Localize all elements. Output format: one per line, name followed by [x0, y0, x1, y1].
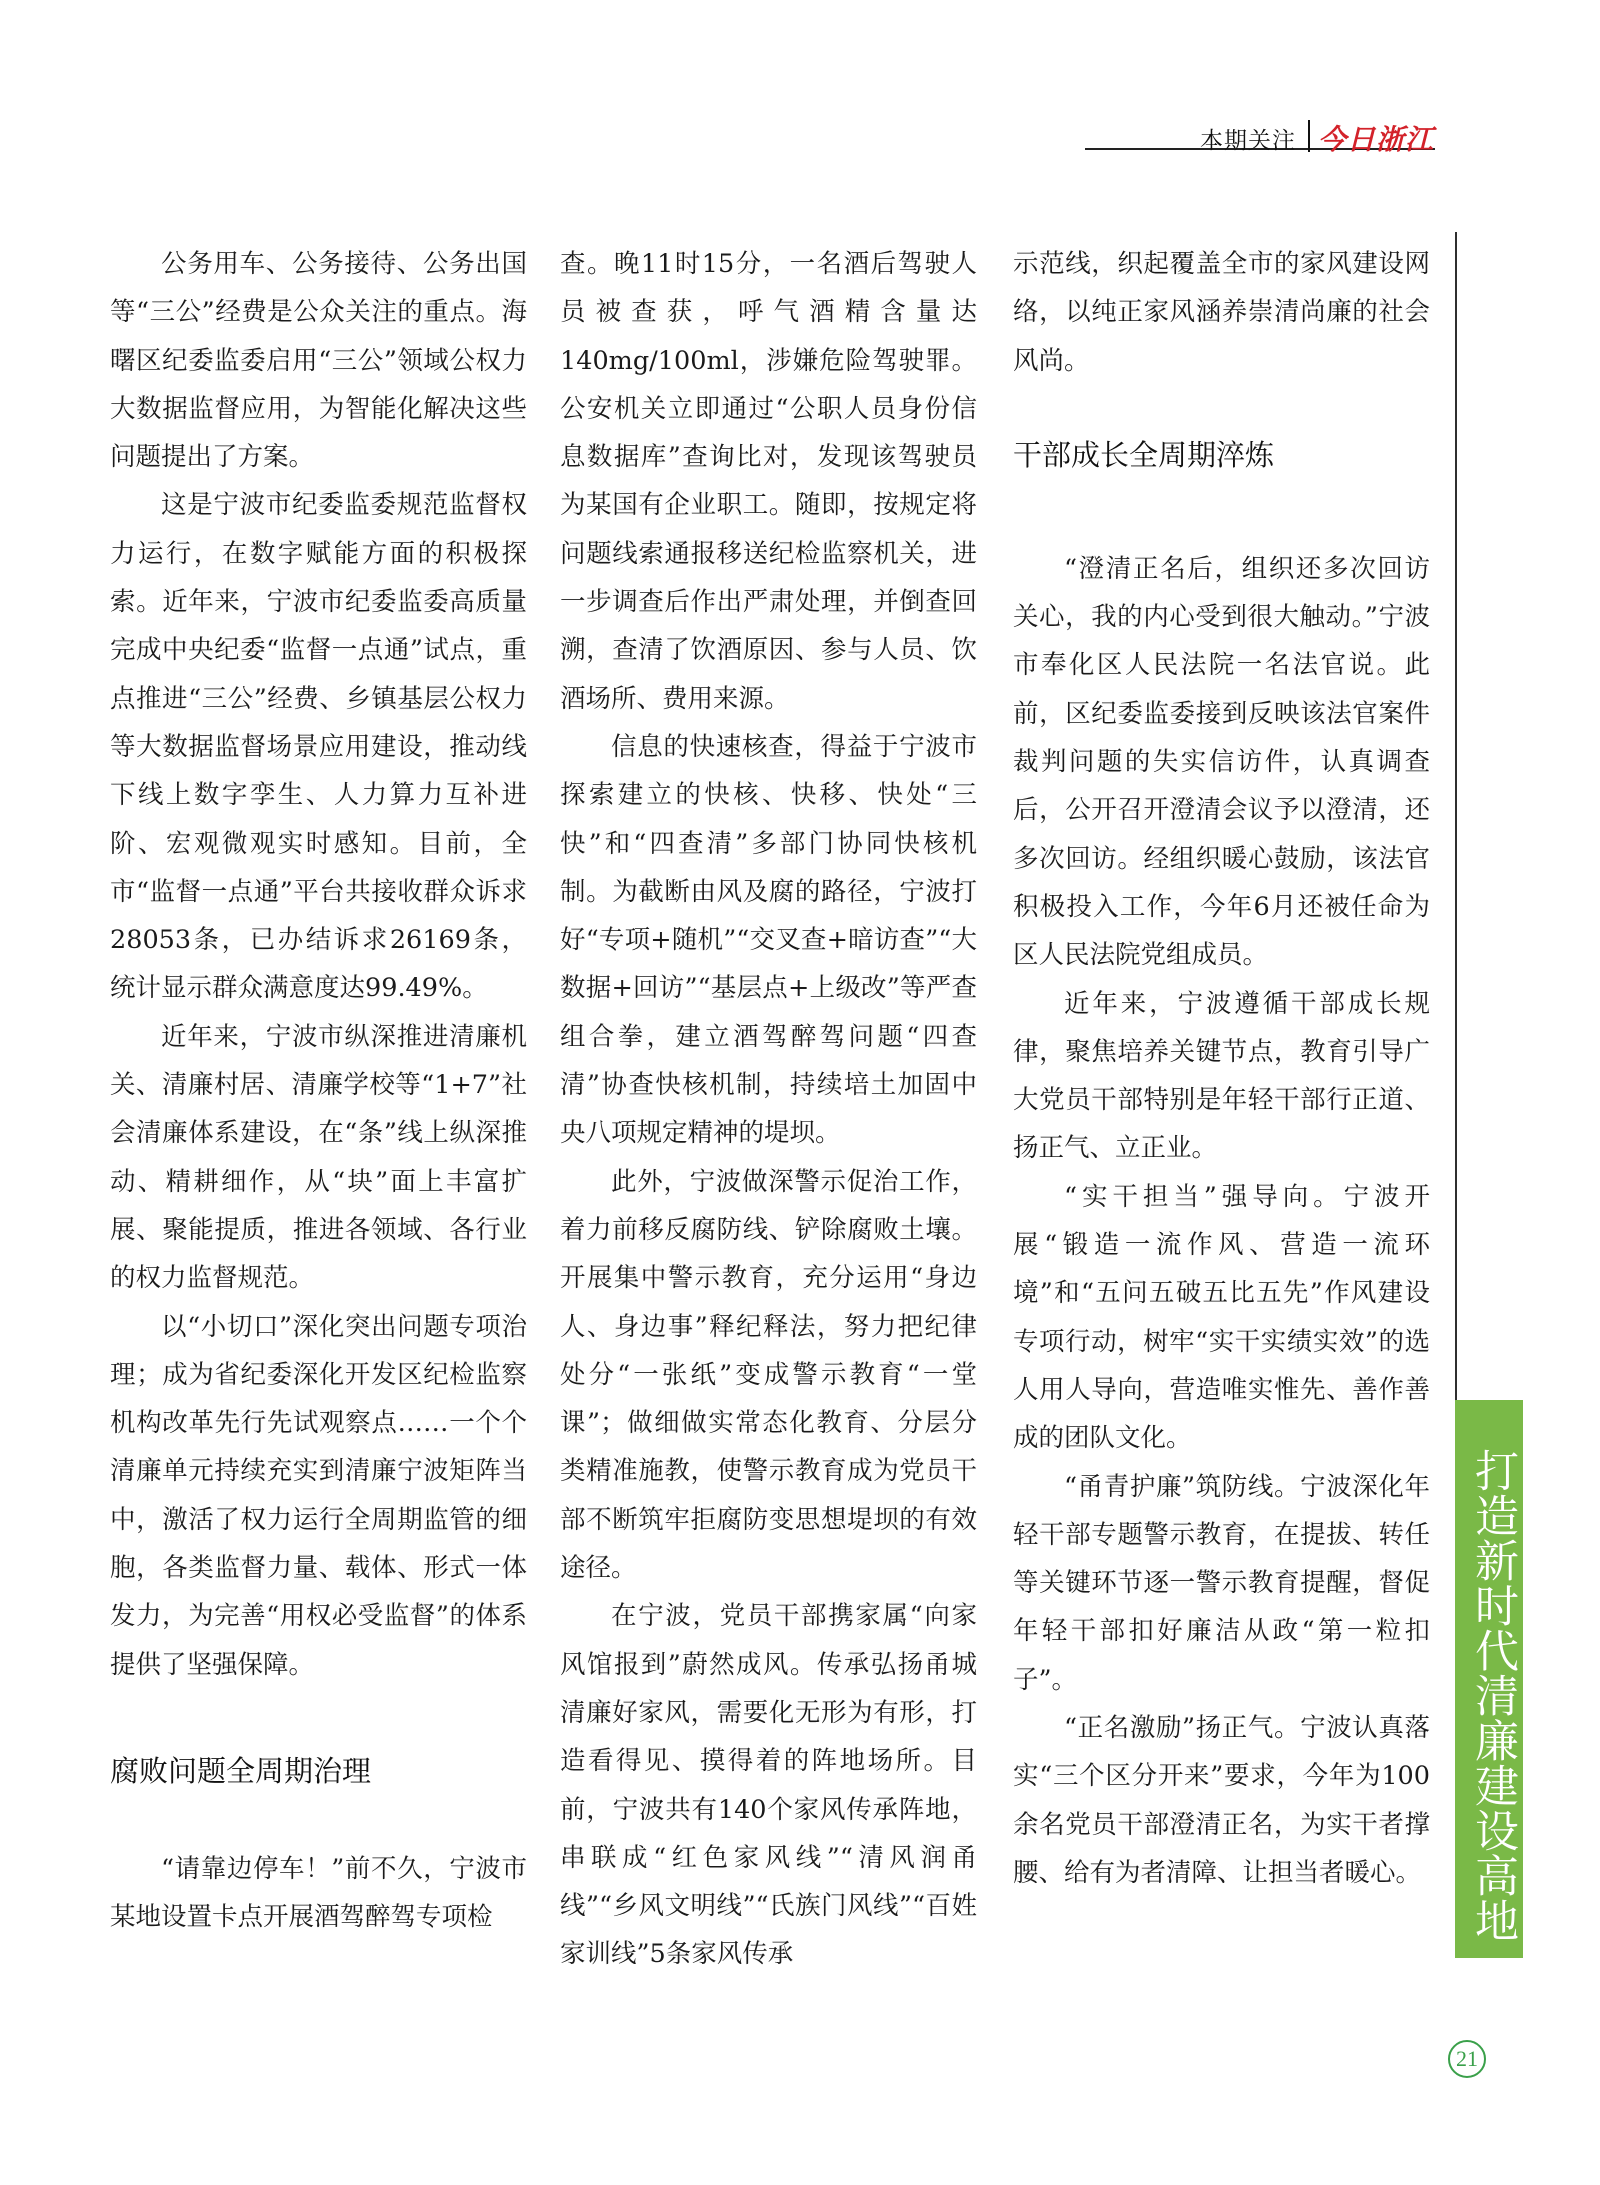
paragraph-continued: 示范线，织起覆盖全市的家风建设网络，以纯正家风涵养崇清尚廉的社会风尚。	[1013, 249, 1430, 376]
paragraph: 信息的快速核查，得益于宁波市探索建立的快核、快移、快处“三快”和“四查清”多部门协同快核机制。为截断由风及腐的路径，宁波打好“专项+随机”“交叉查+暗访查”“大数据+回访”“基层点+上级改”等严查组合拳，建立酒驾醉驾问题“四查清”协查快核机制，持续培土加固中央八项规定精神的堤坝。	[560, 731, 977, 1149]
paragraph: 此外，宁波做深警示促治工作，着力前移反腐防线、铲除腐败土壤。开展集中警示教育，充分运用“身边人、身边事”释纪释法，努力把纪律处分“一张纸”变成警示教育“一堂课”；做细做实常态化教育、分层分类精准施教，使警示教育成为党员干部不断筑牢拒腐防变思想堤坝的有效途径。	[560, 1166, 977, 1584]
paragraph: “请靠边停车！”前不久，宁波市某地设置卡点开展酒驾醉驾专项检	[110, 1853, 527, 1933]
paragraph: 在宁波，党员干部携家属“向家风馆报到”蔚然成风。传承弘扬甬城清廉好家风，需要化无形为有形，打造看得见、摸得着的阵地场所。目前，宁波共有140个家风传承阵地，串联成“红色家风线”“清风润甬线”“乡风文明线”“氏族门风线”“百姓家训线”5条家风传承	[560, 1601, 977, 1970]
paragraph: 以“小切口”深化突出问题专项治理；成为省纪委深化开发区纪检监察机构改革先行先试观察点……一个个清廉单元持续充实到清廉宁波矩阵当中，激活了权力运行全周期监管的细胞，各类监督力量、载体、形式一体发力，为完善“用权必受监督”的体系提供了坚强保障。	[110, 1311, 527, 1680]
side-banner-title: 打造新时代清廉建设高地	[1467, 1448, 1518, 1943]
paragraph: 这是宁波市纪委监委规范监督权力运行，在数字赋能方面的积极探索。近年来，宁波市纪委监委高质量完成中央纪委“监督一点通”试点，重点推进“三公”经费、乡镇基层公权力等大数据监督场景应用建设，推动线下线上数字孪生、人力算力互补进阶、宏观微观实时感知。目前，全市“监督一点通”平台共接收群众诉求28053条，已办结诉求26169条，统计显示群众满意度达99.49%。	[110, 490, 527, 1004]
paragraph: 近年来，宁波遵循干部成长规律，聚焦培养关键节点，教育引导广大党员干部特别是年轻干部行正道、扬正气、立正业。	[1013, 988, 1430, 1164]
section-heading: 腐败问题全周期治理	[110, 1753, 372, 1788]
paragraph: “实干担当”强导向。宁波开展“锻造一流作风、营造一流环境”和“五问五破五比五先”作风建设专项行动，树牢“实干实绩实效”的选人用人导向，营造唯实惟先、善作善成的团队文化。	[1013, 1181, 1430, 1454]
article-column-2	[560, 240, 977, 1979]
brand-logo: 今日浙江	[1318, 123, 1435, 156]
section-heading: 干部成长全周期淬炼	[1013, 437, 1275, 472]
paragraph: “正名激励”扬正气。宁波认真落实“三个区分开来”要求，今年为100余名党员干部澄清正名，为实干者撑腰、给有为者清障、让担当者暖心。	[1013, 1713, 1430, 1888]
paragraph-continued: 查。晚11时15分，一名酒后驾驶人员被查获，呼气酒精含量达140mg/100ml，涉嫌危险驾驶罪。公安机关立即通过“公职人员身份信息数据库”查询比对，发现该驾驶员为某国有企业职工。随即，按规定将问题线索通报移送纪检监察机关，进一步调查后作出严肃处理，并倒查回溯，查清了饮酒原因、参与人员、饮酒场所、费用来源。	[560, 249, 977, 714]
page-number: 21	[1448, 2040, 1486, 2078]
article-column-3	[1013, 240, 1430, 1897]
header-divider	[1308, 120, 1310, 152]
paragraph: “甬青护廉”筑防线。宁波深化年轻干部专题警示教育，在提拔、转任等关键环节逐一警示教育提醒，督促年轻干部扣好廉洁从政“第一粒扣子”。	[1013, 1471, 1430, 1695]
paragraph: 近年来，宁波市纵深推进清廉机关、清廉村居、清廉学校等“1+7”社会清廉体系建设，在“条”线上纵深推动、精耕细作，从“块”面上丰富扩展、聚能提质，推进各领域、各行业的权力监督规范。	[110, 1021, 527, 1294]
paragraph: “澄清正名后，组织还多次回访关心，我的内心受到很大触动。”宁波市奉化区人民法院一名法官说。此前，区纪委监委接到反映该法官案件裁判问题的失实信访件，认真调查后，公开召开澄清会议予以澄清，还多次回访。经组织暖心鼓励，该法官积极投入工作，今年6月还被任命为区人民法院党组成员。	[1013, 553, 1430, 971]
paragraph: 公务用车、公务接待、公务出国等“三公”经费是公众关注的重点。海曙区纪委监委启用“三公”领域公权力大数据监督应用，为智能化解决这些问题提出了方案。	[110, 249, 527, 473]
section-label: 本期关注	[1200, 128, 1296, 154]
article-column-1	[110, 240, 527, 1942]
